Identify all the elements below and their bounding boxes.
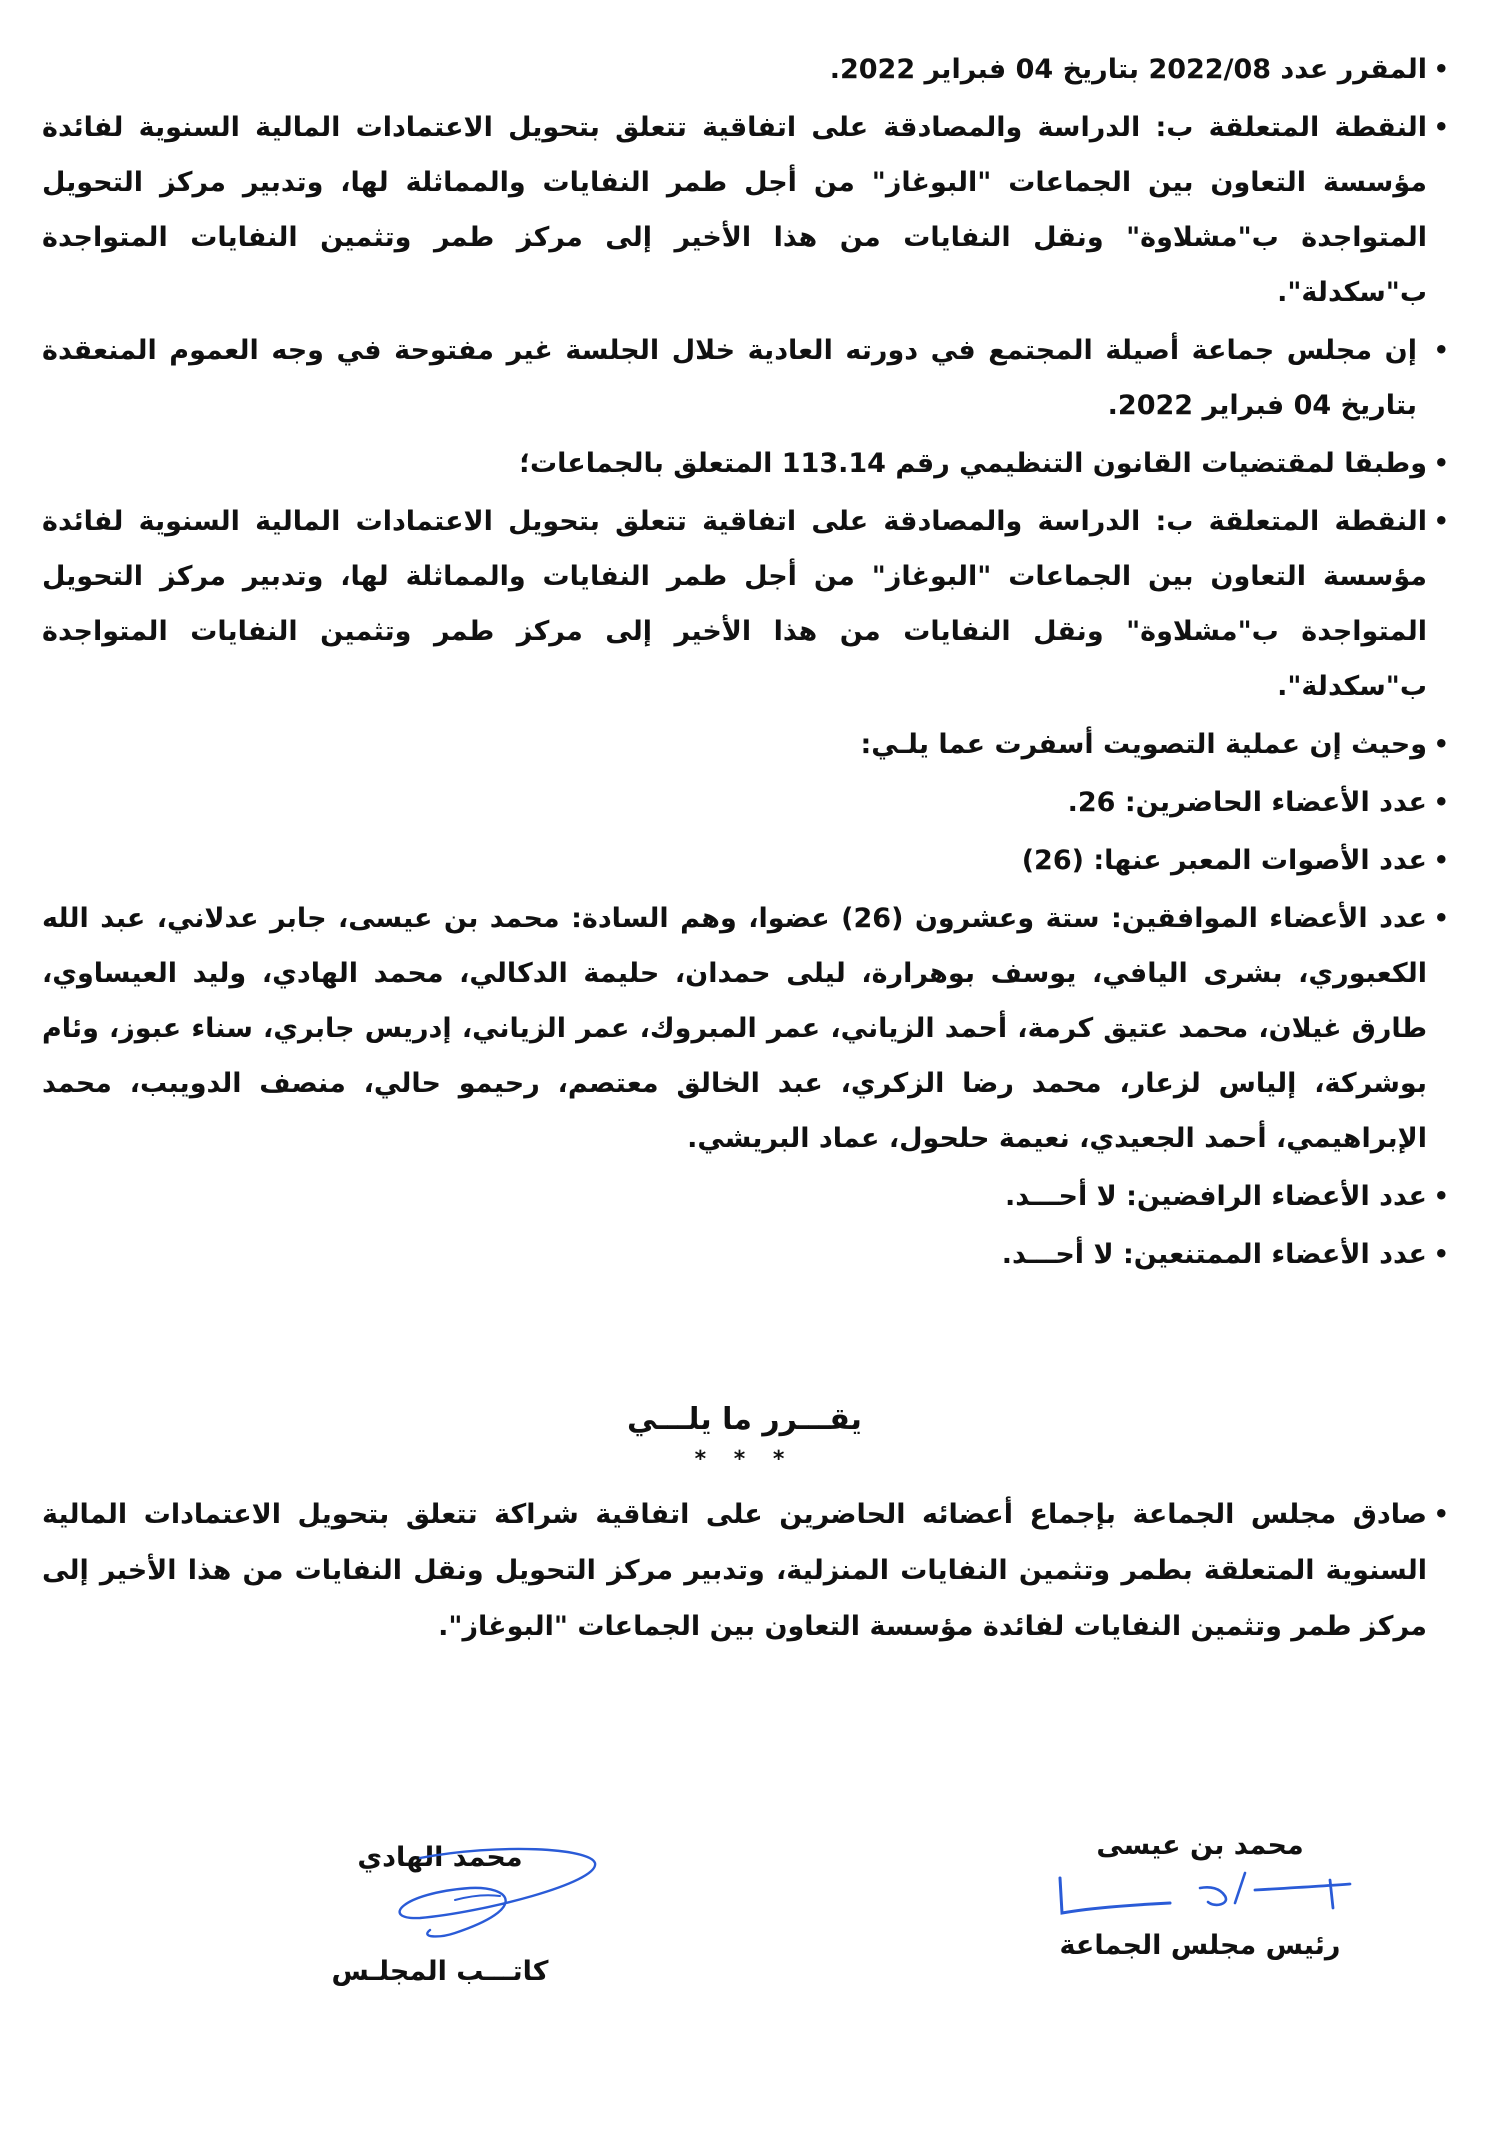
- bullet-icon: •: [1433, 1500, 1449, 1528]
- paragraph-text: عدد الأعضاء الحاضرين: 26.: [1067, 787, 1427, 818]
- bullet-icon: •: [1433, 730, 1449, 758]
- bullet-icon: •: [1433, 336, 1449, 364]
- decision-heading: يقـــرر ما يلـــي: [627, 1402, 862, 1437]
- paragraph-text: عدد الأعضاء الرافضين: لا أحـــد.: [1004, 1181, 1427, 1212]
- bullet-icon: •: [1433, 904, 1449, 932]
- paragraph-text: صادق مجلس الجماعة بإجماع أعضائه الحاضرين على اتفاقية شراكة تتعلق بتحويل الاعتمادات المالية السنوية المتعلقة بطمر وتثمين النفايات المنزلية، وتدبير مركز التحويل ونقل النفايات من هذا الأخير إلى مركز طمر وتثمين النفايات لفائدة مؤسسة التعاون بين الجماعات "البوغاز".: [42, 1499, 1427, 1642]
- bullet-icon: •: [1433, 846, 1449, 874]
- bullet-icon: •: [1433, 507, 1449, 535]
- bullet-icon: •: [1433, 1182, 1449, 1210]
- bullet-icon: •: [1433, 788, 1449, 816]
- paragraph-members-abstaining: [42, 1227, 1447, 1282]
- paragraph-legal-basis: [42, 436, 1447, 491]
- document-body: [42, 42, 1447, 1658]
- paragraph-text: عدد الأعضاء الممتنعين: لا أحـــد.: [1001, 1239, 1427, 1270]
- bullet-icon: •: [1433, 113, 1449, 141]
- bullet-icon: •: [1433, 449, 1449, 477]
- paragraph-members-present: [42, 775, 1447, 830]
- paragraph-text: النقطة المتعلقة ب: الدراسة والمصادقة على اتفاقية تتعلق بتحويل الاعتمادات المالية السنوية لفائدة مؤسسة التعاون بين الجماعات "البوغاز" من أجل طمر النفايات والمماثلة لها، وتدبير مركز التحويل المتواجدة ب"مشلاوة" ونقل النفايات من هذا الأخير إلى مركز طمر وتثمين النفايات المتواجدة ب"سكدلة".: [42, 112, 1427, 308]
- secretary-handwritten-signature: [360, 1838, 610, 1948]
- secretary-name: محمد الهادي: [357, 1842, 523, 1873]
- president-role: رئيس مجلس الجماعة: [1059, 1930, 1341, 1961]
- president-handwritten-signature: [1050, 1858, 1360, 1928]
- paragraph-text: عدد الأعضاء الموافقين: ستة وعشرون (26) عضوا، وهم السادة: محمد بن عيسى، جابر عدلاني، عبد الله الكعبوري، بشرى اليافي، يوسف بوهرارة، ليلى حمدان، حليمة الدكالي، محمد الهادي، وليد العيساوي، طارق غيلان، محمد عتيق كرمة، أحمد الزياني، عمر المبروك، عمر الزياني، إدريس جابري، سناء عبوز، وئام بوشركة، إلياس لزعار، محمد رضا الزكري، عبد الخالق معتصم، رحيمو حالي، منصف الدويبب، محمد الإبراهيمي، أحمد الجعيدي، نعيمة حلحول، عماد البريشي.: [42, 903, 1427, 1154]
- paragraph-decision-ref: [42, 42, 1447, 97]
- paragraph-members-rejecting: [42, 1169, 1447, 1224]
- paragraph-text: المقرر عدد 2022/08 بتاريخ 04 فبراير 2022.: [829, 54, 1427, 85]
- spacer: [42, 1285, 1447, 1395]
- paragraph-text: وطبقا لمقتضيات القانون التنظيمي رقم 113.14 المتعلق بالجماعات؛: [519, 448, 1427, 479]
- paragraph-text: النقطة المتعلقة ب: الدراسة والمصادقة على اتفاقية تتعلق بتحويل الاعتمادات المالية السنوية لفائدة مؤسسة التعاون بين الجماعات "البوغاز" من أجل طمر النفايات والمماثلة لها، وتدبير مركز التحويل المتواجدة ب"مشلاوة" ونقل النفايات من هذا الأخير إلى مركز طمر وتثمين النفايات المتواجدة ب"سكدلة".: [42, 506, 1427, 702]
- decorative-stars: * * *: [694, 1447, 795, 1472]
- paragraph-votes-cast: [42, 833, 1447, 888]
- paragraph-text: عدد الأصوات المعبر عنها: (26): [1021, 845, 1427, 876]
- paragraph-members-approving: [42, 891, 1447, 1166]
- bullet-icon: •: [1433, 55, 1449, 83]
- paragraph-vote-intro: [42, 717, 1447, 772]
- paragraph-agenda-item-repeat: [42, 494, 1447, 714]
- bullet-icon: •: [1433, 1240, 1449, 1268]
- paragraph-agenda-item: [42, 100, 1447, 320]
- president-name: محمد بن عيسى: [1096, 1830, 1304, 1861]
- paragraph-council-session: [42, 323, 1447, 433]
- paragraph-text: وحيث إن عملية التصويت أسفرت عما يلـي:: [860, 729, 1427, 760]
- paragraph-decision: [42, 1487, 1447, 1655]
- paragraph-text: إن مجلس جماعة أصيلة المجتمع في دورته العادية خلال الجلسة غير مفتوحة في وجه العموم المنعقدة بتاريخ 04 فبراير 2022.: [42, 335, 1417, 421]
- secretary-role: كاتـــب المجلـس: [331, 1956, 549, 1987]
